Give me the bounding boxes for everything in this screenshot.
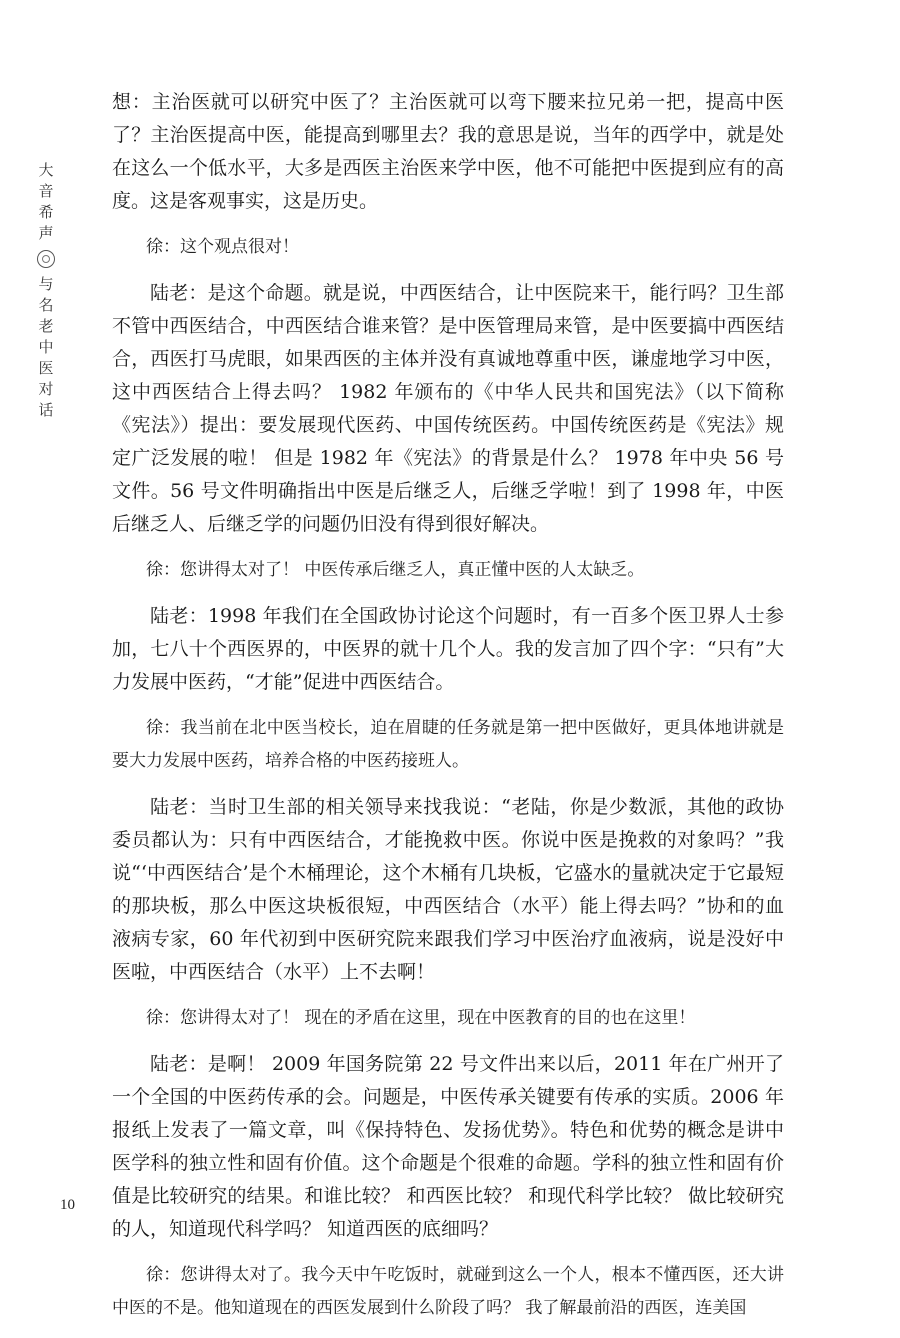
book-title-char: 名 bbox=[38, 296, 54, 314]
book-title-char: 与 bbox=[38, 275, 54, 293]
paragraph-xu: 徐：您讲得太对了！ 现在的矛盾在这里，现在中医教育的目的也在这里！ bbox=[146, 1008, 696, 1028]
book-title-char: 中 bbox=[38, 338, 54, 356]
paragraph-xu: 徐：您讲得太对了。我今天中午吃饭时，就碰到这么一个人，根本不懂西医，还大讲中医的不是。他知道现在的西医发展到什么阶段了吗？ 我了解最前沿的西医，连美国 bbox=[112, 1265, 784, 1318]
book-title-char: 话 bbox=[38, 401, 54, 419]
paragraph-lu: 陆老：1998 年我们在全国政协讨论这个问题时，有一百多个医卫界人士参加，七八十个西医界的，中医界的就十几个人。我的发言加了四个字：“只有”大力发展中医药，“才能”促进中西医结合。 bbox=[112, 605, 784, 693]
paragraph-xu: 徐：我当前在北中医当校长，迫在眉睫的任务就是第一把中医做好，更具体地讲就是要大力发展中医药，培养合格的中医药接班人。 bbox=[112, 718, 784, 771]
series-title-char: 声 bbox=[38, 224, 54, 242]
series-title-char: 音 bbox=[38, 182, 54, 200]
dialogue-body bbox=[112, 86, 784, 1338]
series-title-char: 大 bbox=[38, 161, 54, 179]
seal-ornament-icon bbox=[37, 250, 55, 268]
paragraph-lu-continued: 想：主治医就可以研究中医了？主治医就可以弯下腰来拉兄弟一把，提高中医了？主治医提高中医，能提高到哪里去？我的意思是说，当年的西学中，就是处在这么一个低水平，大多是西医主治医来学中医，他不可能把中医提到应有的高度。这是客观事实，这是历史。 bbox=[112, 91, 784, 212]
paragraph-xu: 徐：您讲得太对了！ 中医传承后继乏人，真正懂中医的人太缺乏。 bbox=[146, 560, 645, 580]
book-title-char: 对 bbox=[38, 380, 54, 398]
paragraph-lu: 陆老：当时卫生部的相关领导来找我说：“老陆，你是少数派，其他的政协委员都认为：只有中西医结合，才能挽救中医。你说中医是挽救的对象吗？”我说“‘中西医结合’是个木桶理论，这个木桶有几块板，它盛水的量就决定于它最短的那块板，那么中医这块板很短，中西医结合（水平）能上得去吗？”协和的血液病专家，60 年代初到中医研究院来跟我们学习中医治疗血液病，说是没好中医啦，中西医结合（水平）上不去啊！ bbox=[112, 796, 784, 983]
paragraph-lu: 陆老：是啊！ 2009 年国务院第 22 号文件出来以后，2011 年在广州开了一个全国的中医药传承的会。问题是，中医传承关键要有传承的实质。2006 年报纸上发表了一篇文章，叫《保持特色、发扬优势》。特色和优势的概念是讲中医学科的独立性和固有价值。这个命题是个很难的命题。学科的独立性和固有价值是比较研究的结果。和谁比较？ 和西医比较？ 和现代科学比较？ 做比较研究的人，知道现代科学吗？ 知道西医的底细吗？ bbox=[112, 1053, 784, 1240]
paragraph-xu: 徐：这个观点很对！ bbox=[146, 237, 299, 257]
running-header-vertical bbox=[34, 160, 58, 421]
page-number: 10 bbox=[60, 1197, 75, 1213]
book-title-char: 老 bbox=[38, 317, 54, 335]
book-title-char: 医 bbox=[38, 359, 54, 377]
paragraph-lu: 陆老：是这个命题。就是说，中西医结合，让中医院来干，能行吗？卫生部不管中西医结合，中西医结合谁来管？是中医管理局来管，是中医要搞中西医结合，西医打马虎眼，如果西医的主体并没有真诚地尊重中医，谦虚地学习中医，这中西医结合上得去吗？ 1982 年颁布的《中华人民共和国宪法》（以下简称《宪法》）提出：要发展现代医药、中国传统医药。中国传统医药是《宪法》规定广泛发展的啦！ 但是 1982 年《宪法》的背景是什么？ 1978 年中央 56 号文件。56 号文件明确指出中医是后继乏人，后继乏学啦！到了 1998 年，中医后继乏人、后继乏学的问题仍旧没有得到很好解决。 bbox=[112, 282, 784, 535]
series-title-char: 希 bbox=[38, 203, 54, 221]
